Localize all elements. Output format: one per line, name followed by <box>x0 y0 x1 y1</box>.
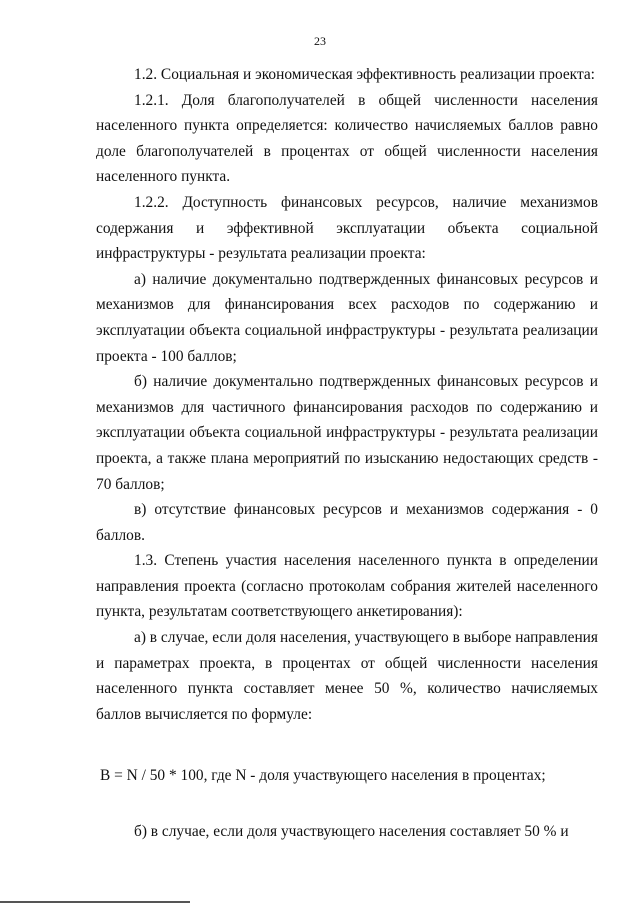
paragraph-item-b: б) наличие документально подтвержденных финансовых ресурсов и механизмов для частичного финансирования расходов по содержанию и эксплуатации объекта социальной инфраструктуры - результата реализации проекта, а также плана мероприятий по изысканию недостающих средств - 70 баллов; <box>96 373 598 493</box>
paragraph-1-3-item-a: а) в случае, если доля населения, участвующего в выборе направления и параметрах проекта, в процентах от общей численности населения населенного пункта составляет менее 50 %, количество начисляемых баллов вычисляется по формуле: <box>96 629 598 723</box>
paragraph-1-3: 1.3. Степень участия населения населенного пункта в определении направления проекта (согласно протоколам собрания жителей населенного пункта, результатам соответствующего анкетирования): <box>96 552 598 621</box>
paragraph-item-v: в) отсутствие финансовых ресурсов и механизмов содержания - 0 баллов. <box>96 501 598 544</box>
formula: B = N / 50 * 100, где N - доля участвующего населения в процентах; <box>100 767 546 785</box>
document-body <box>96 62 598 845</box>
paragraph-1-2-2: 1.2.2. Доступность финансовых ресурсов, наличие механизмов содержания и эффективной эксплуатации объекта социальной инфраструктуры - результата реализации проекта: <box>96 193 598 263</box>
paragraph-1-2: 1.2. Социальная и экономическая эффективность реализации проекта: <box>134 66 595 83</box>
paragraph-item-a: а) наличие документально подтвержденных финансовых ресурсов и механизмов для финансирования всех расходов по содержанию и эксплуатации объекта социальной инфраструктуры - результата реализации проекта - 100 баллов; <box>96 270 598 365</box>
page-number: 23 <box>314 34 326 48</box>
paragraph-1-3-item-b: б) в случае, если доля участвующего населения составляет 50 % и <box>134 823 569 841</box>
paragraph-1-2-1: 1.2.1. Доля благополучателей в общей численности населения населенного пункта определяется: количество начисляемых баллов равно доле благополучателей в процентах от общей численности населения населенного пункта. <box>96 91 598 186</box>
